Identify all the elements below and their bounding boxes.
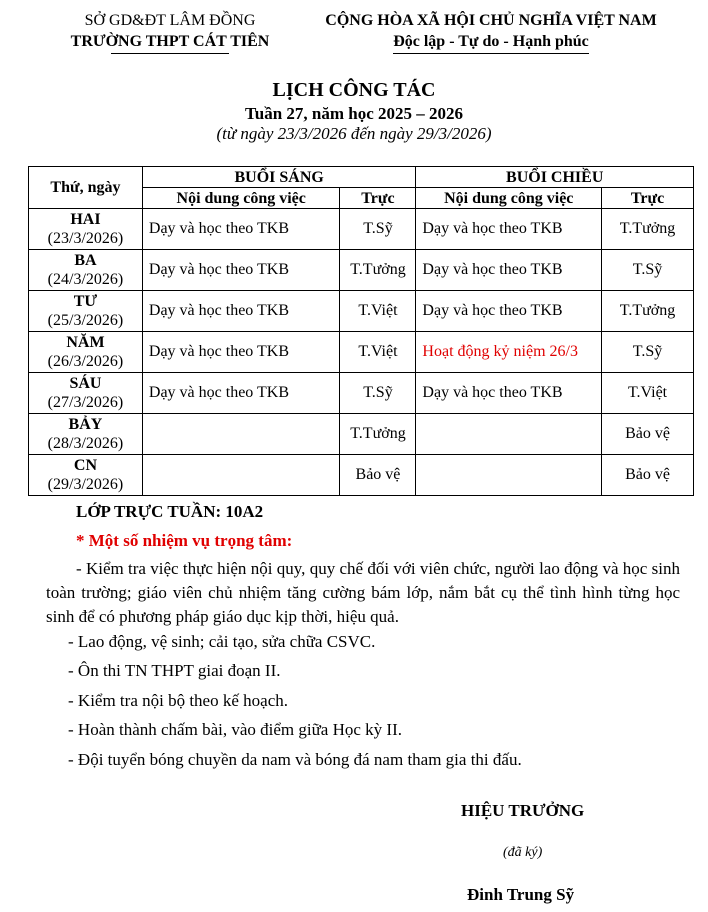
day-cell [29, 250, 143, 291]
date-range: (từ ngày 23/3/2026 đến ngày 29/3/2026) [216, 124, 492, 143]
day-cell [29, 291, 143, 332]
afternoon-duty-header: Trực [602, 188, 694, 209]
focus-heading: * Một số nhiệm vụ trọng tâm: [76, 531, 293, 550]
afternoon-task [416, 414, 602, 455]
table-row [29, 414, 694, 455]
afternoon-duty: T.Tưởng [602, 209, 694, 250]
morning-header: BUỔI SÁNG [142, 167, 416, 188]
issuer-block [40, 10, 300, 54]
afternoon-header: BUỔI CHIỀU [416, 167, 694, 188]
day-cell [29, 332, 143, 373]
afternoon-task: Dạy và học theo TKB [416, 291, 602, 332]
afternoon-task-header: Nội dung công việc [416, 188, 602, 209]
morning-task: Dạy và học theo TKB [142, 373, 340, 414]
day-name: BA [74, 252, 97, 269]
morning-task [142, 455, 340, 496]
day-cell [29, 209, 143, 250]
afternoon-duty: Bảo vệ [602, 414, 694, 455]
afternoon-duty: Bảo vệ [602, 455, 694, 496]
morning-task [142, 414, 340, 455]
afternoon-task: Dạy và học theo TKB [416, 209, 602, 250]
day-date: (27/3/2026) [47, 394, 124, 411]
focus-item: - Ôn thi TN THPT giai đoạn II. [68, 661, 281, 680]
national-motto: Độc lập - Tự do - Hạnh phúc [393, 31, 589, 54]
morning-duty: T.Việt [340, 291, 416, 332]
afternoon-duty: T.Sỹ [602, 250, 694, 291]
day-date: (25/3/2026) [47, 312, 124, 329]
table-row [29, 332, 694, 373]
signed-note: (đã ký) [503, 845, 543, 860]
signer-title: HIỆU TRƯỞNG [461, 801, 585, 820]
focus-item: - Lao động, vệ sinh; cải tạo, sửa chữa CSVC. [68, 632, 376, 651]
focus-item: - Kiểm tra nội bộ theo kế hoạch. [68, 691, 288, 710]
focus-item: - Đội tuyển bóng chuyền da nam và bóng đá nam tham gia thi đấu. [68, 750, 522, 769]
day-name: TƯ [73, 293, 98, 310]
afternoon-task [416, 455, 602, 496]
day-date: (26/3/2026) [47, 353, 124, 370]
week-label: Tuần 27, năm học 2025 – 2026 [244, 104, 464, 123]
morning-duty: Bảo vệ [340, 455, 416, 496]
morning-duty: T.Việt [340, 332, 416, 373]
afternoon-duty: T.Việt [602, 373, 694, 414]
day-date: (29/3/2026) [47, 476, 124, 493]
morning-task: Dạy và học theo TKB [142, 332, 340, 373]
table-row [29, 209, 694, 250]
day-name: SÁU [69, 375, 102, 392]
day-name: BẢY [68, 416, 103, 433]
day-cell [29, 414, 143, 455]
afternoon-task: Dạy và học theo TKB [416, 373, 602, 414]
focus-item: - Hoàn thành chấm bài, vào điểm giữa Học kỳ II. [68, 720, 402, 739]
morning-task: Dạy và học theo TKB [142, 250, 340, 291]
document-title: LỊCH CÔNG TÁC [272, 79, 436, 101]
day-name: CN [73, 457, 97, 474]
morning-duty: T.Tưởng [340, 250, 416, 291]
day-name: NĂM [66, 334, 105, 351]
signer-name: Đinh Trung Sỹ [467, 885, 575, 904]
school-underline [111, 53, 229, 54]
afternoon-duty: T.Sỹ [602, 332, 694, 373]
school-name: TRƯỜNG THPT CÁT TIÊN [70, 33, 270, 50]
day-date: (24/3/2026) [47, 271, 124, 288]
focus-paragraph: - Kiểm tra việc thực hiện nội quy, quy chế đối với viên chức, người lao động và học sinh toàn trường; giáo viên chủ nhiệm tăng cường bám lớp, nắm bắt cụ thể tình hình từng học sinh để có phương pháp giáo dục kịp thời, hiệu quả. [46, 559, 680, 626]
table-row [29, 455, 694, 496]
afternoon-task-highlight: Hoạt động kỷ niệm 26/3 [416, 332, 602, 373]
morning-duty: T.Sỹ [340, 209, 416, 250]
day-date: (23/3/2026) [47, 230, 124, 247]
day-column-header: Thứ, ngày [29, 167, 143, 209]
morning-task: Dạy và học theo TKB [142, 291, 340, 332]
national-header [296, 10, 686, 54]
day-date: (28/3/2026) [47, 435, 124, 452]
nation-name: CỘNG HÒA XÃ HỘI CHỦ NGHĨA VIỆT NAM [325, 12, 657, 29]
morning-task: Dạy và học theo TKB [142, 209, 340, 250]
afternoon-duty: T.Tưởng [602, 291, 694, 332]
day-cell [29, 373, 143, 414]
department-name: SỞ GD&ĐT LÂM ĐỒNG [84, 12, 256, 29]
morning-duty-header: Trực [340, 188, 416, 209]
morning-duty: T.Tưởng [340, 414, 416, 455]
schedule-table [28, 166, 694, 496]
day-name: HAI [70, 211, 101, 228]
morning-task-header: Nội dung công việc [142, 188, 340, 209]
table-row [29, 373, 694, 414]
header-row-top [29, 167, 694, 188]
day-cell [29, 455, 143, 496]
duty-class-label: LỚP TRỰC TUẦN: 10A2 [76, 502, 264, 521]
table-row [29, 291, 694, 332]
morning-duty: T.Sỹ [340, 373, 416, 414]
afternoon-task: Dạy và học theo TKB [416, 250, 602, 291]
table-row [29, 250, 694, 291]
